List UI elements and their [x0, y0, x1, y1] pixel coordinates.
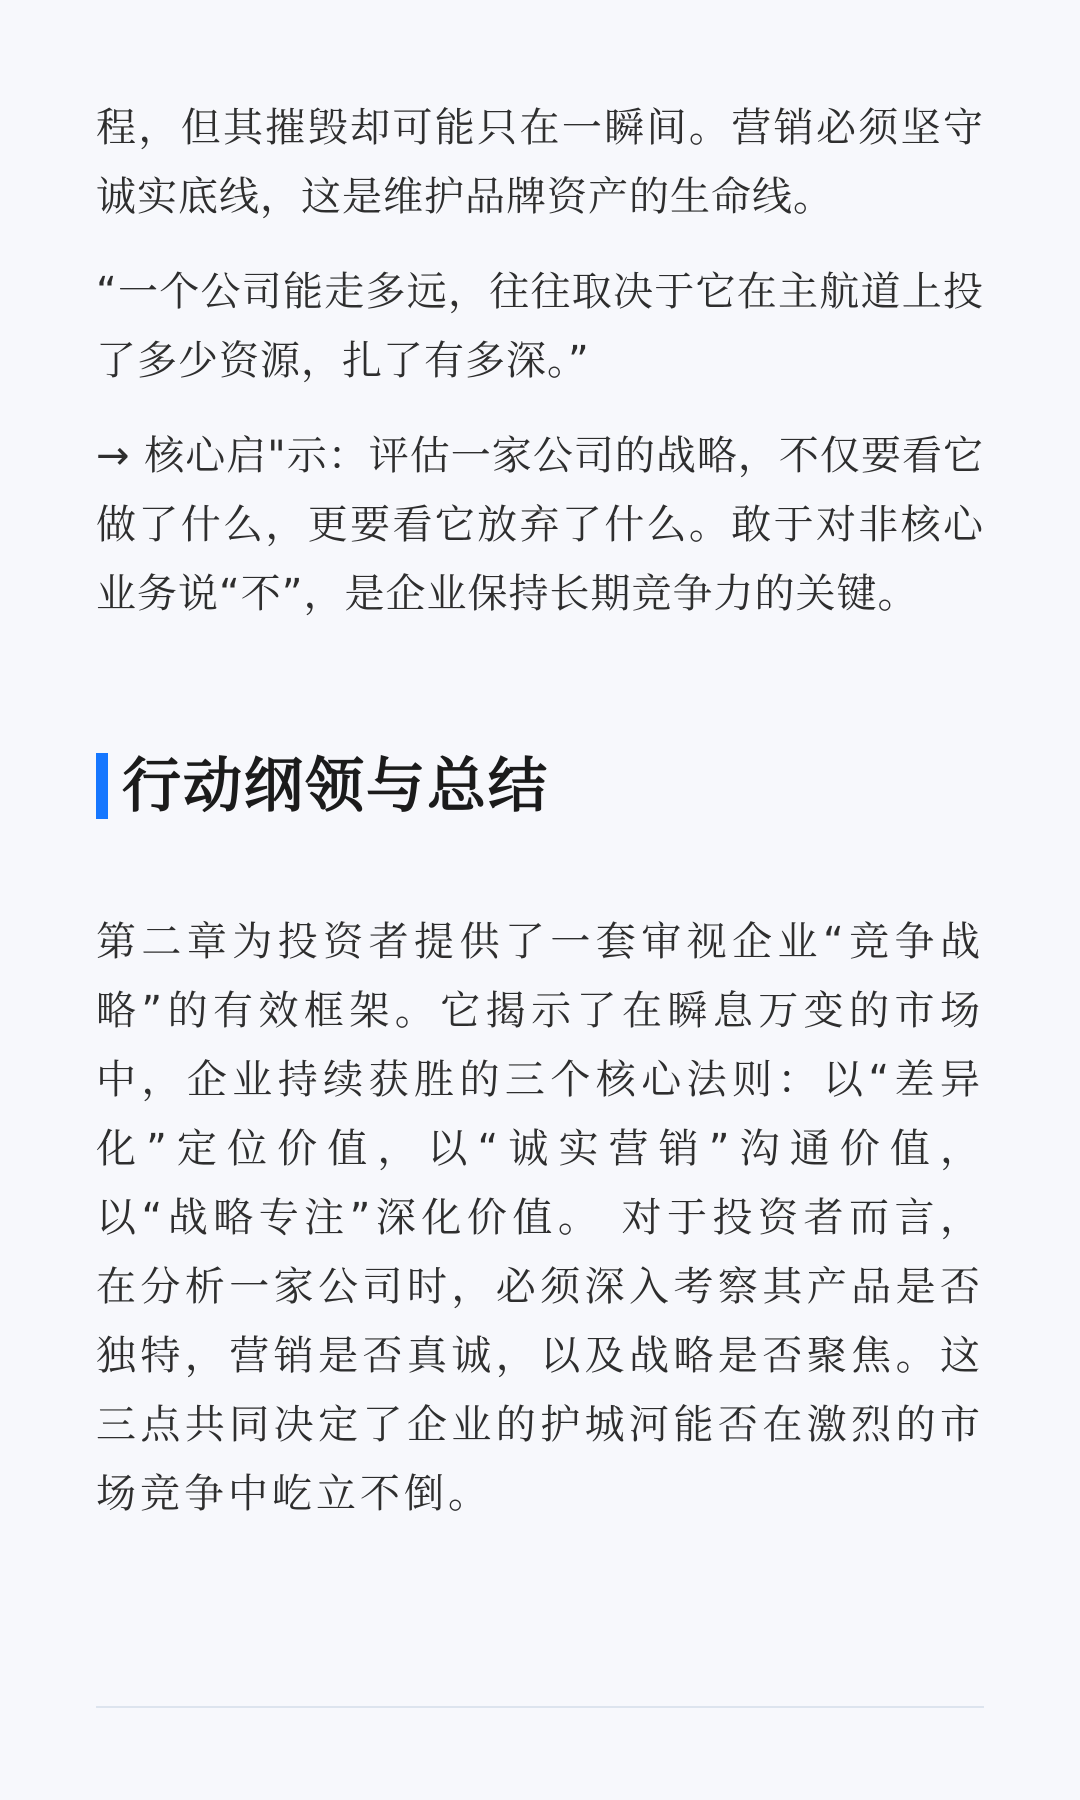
bottom-divider — [96, 1706, 984, 1708]
section-heading-text: 行动纲领与总结 — [122, 751, 550, 820]
section-heading — [96, 752, 549, 820]
heading-accent-bar — [96, 753, 108, 819]
paragraph-summary: 第二章为投资者提供了一套审视企业“竞争战略”的有效框架。它揭示了在瞬息万变的市场中，企业持续获胜的三个核心法则：以“差异化”定位价值，以“诚实营销”沟通价值，以“战略专注”深化价值。 对于投资者而言，在分析一家公司时，必须深入考察其产品是否独特，营销是否真诚，以及战略是否聚焦。这三点共同决定了企业的护城河能否在激烈的市场竞争中屹立不倒。 — [96, 919, 984, 1517]
paragraph-core-insight: → 核心启"示：评估一家公司的战略，不仅要看它做了什么，更要看它放弃了什么。敢于对非核心业务说“不”，是企业保持长期竞争力的关键。 — [96, 433, 984, 617]
quote-main-channel: “一个公司能走多远，往往取决于它在主航道上投了多少资源，扎了有多深。” — [96, 269, 984, 384]
article-body — [96, 0, 984, 1800]
paragraph-honest-marketing: 程，但其摧毁却可能只在一瞬间。营销必须坚守诚实底线，这是维护品牌资产的生命线。 — [96, 105, 984, 220]
